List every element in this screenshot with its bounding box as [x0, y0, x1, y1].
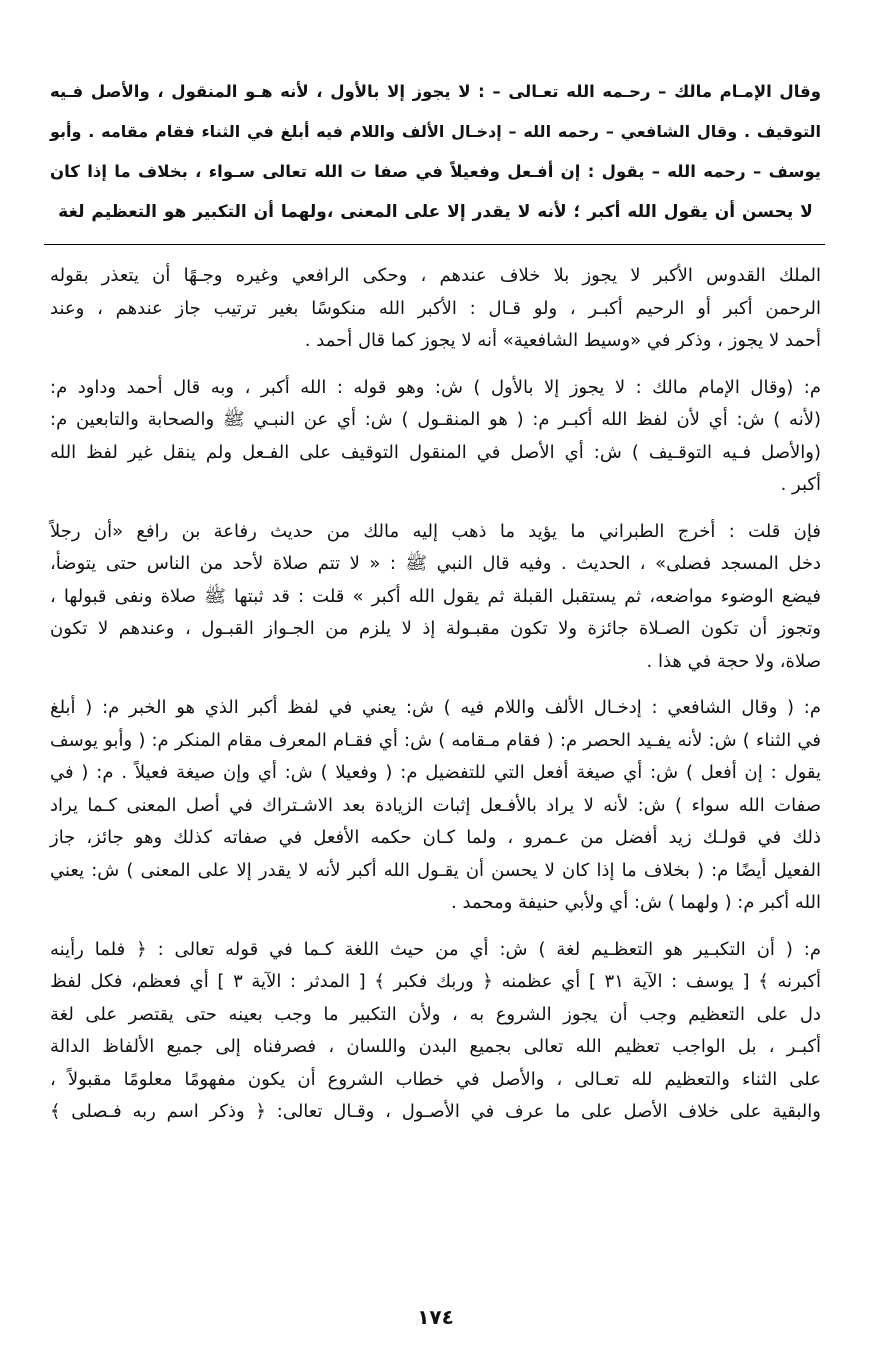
commentary-line: أكبر . [780, 474, 821, 495]
commentary-line: فإن قلت : أخرج الطبراني ما يؤيد ما ذهب إليه مالك من حديث رفاعة بن رافع «أن رجلاً [50, 520, 821, 542]
commentary-line: فيضع الوضوء مواضعه، ثم يستقبل القبلة ثم يقول الله أكبر » قلت : قد ثبتها ﷺ صلاة ونفى قبولها ، [50, 585, 821, 607]
commentary-paragraph [50, 516, 821, 679]
commentary-line: دخل المسجد فصلى» ، الحديث . وفيه قال النبي ﷺ : « لا تتم صلاة لأحد من الناس حتى يتوضأ، [50, 553, 821, 574]
commentary-paragraph [50, 372, 821, 502]
commentary-line: دل على التعظيم وجب أن يجوز الشروع به ، ولأن التكبير ما وجب بعينه حتى يقتصر على لغة [50, 1003, 821, 1025]
commentary-line: (لأنه ) ش: أي لأن لفظ الله أكبـر م: ( هو المنقـول ) ش: أي عن النبـي ﷺ والصحابة والتابعين م: [50, 409, 821, 430]
commentary-line: م: ( أن التكبـير هو التعظـيم لغة ) ش: أي من حيث اللغة كـما في قوله تعالى : ﴿ فلما رأينه [50, 938, 821, 960]
commentary-line: أحمد لا يجوز ، وذكر في «وسيط الشافعية» أنه لا يجوز كما قال أحمد . [304, 330, 821, 351]
commentary-line: م: (وقال الإمام مالك : لا يجوز إلا بالأول ) ش: وهو قوله : الله أكبر ، وبه قال أحمد وداود م: [50, 376, 821, 398]
separator-line [44, 244, 825, 245]
matn-text-block [50, 72, 821, 232]
commentary-line: على الثناء والتعظيم لله تعـالى ، والأصل في خطاب الشروع أن يكون مفهومًا معلومًا مقبولاً ، [50, 1068, 821, 1090]
book-page [50, 0, 821, 1367]
matn-line: لا يحسن أن يقول الله أكبر ؛ لأنه لا يقدر إلا على المعنى ،ولهما أن التكبير هو التعظيم لغة [58, 202, 813, 222]
commentary-line: (والأصل فـيه التوقـيف ) ش: أي الأصل في المنقول التوقيف على الفـعل ولم ينقل غير لفظ الله [50, 441, 821, 463]
matn-line: التوقيف . وقال الشافعي – رحمه الله – إدخـال الألف واللام فيه أبلغ في الثناء فقام مقامه . وأبو [50, 122, 821, 141]
commentary-paragraph [50, 934, 821, 1129]
commentary-paragraph [50, 260, 821, 358]
commentary-line: والبقية على خلاف الأصل على ما عرف في الأصـول ، وقـال تعالى: ﴿ وذكر اسم ربه فـصلى ﴾ [50, 1101, 821, 1122]
commentary-line: يقول : إن أفعل ) ش: أي صيغة أفعل التي للتفضيل م: ( وفعيلا ) ش: أي وإن صيغة فعيلاً . م: ( في [50, 762, 821, 783]
commentary-line: ذلك في قولـك زيد أفضل من عـمرو ، ولما كـان حكمه الأفعل في صفاته كذلك وهو جائز، جاز [50, 827, 821, 848]
commentary-line: وتجوز أن تكون الصـلاة جائزة ولا تكون مقبـولة إذ لا يلزم من الجـواز القبـول ، وعندهم لا تكون [50, 618, 821, 639]
commentary-line: الفعيل أيضًا م: ( بخلاف ما إذا كان لا يحسن أن يقـول الله أكبر لأنه لا يقدر إلا على المعنى ) ش: يعني [50, 859, 821, 881]
commentary-line: أكبـر ، بل الواجب تعظيم الله تعالى بجميع البدن واللسان ، فصرفناه إلى جميع الألفاظ الدالة [50, 1036, 821, 1057]
commentary-line: الملك القدوس الأكبر لا يجوز بلا خلاف عندهم ، وحكى الرافعي وغيره وجـهًا أن يتعذر بقوله [50, 265, 821, 286]
commentary-line: صفات الله سواء ) ش: لأنه لا يراد بالأفـعل إثبات الزيادة بعد الاشـتراك في أصل المعنى كـما يراد [50, 794, 821, 816]
commentary-text-block [50, 260, 821, 1143]
commentary-paragraph [50, 692, 821, 920]
commentary-line: الله أكبر م: ( ولهما ) ش: أي ولأبي حنيفة ومحمد . [451, 892, 821, 913]
commentary-line: م: ( وقال الشافعي : إدخـال الألف واللام فيه ) ش: يعني في لفظ أكبر الذي هو الخبر م: ( أبلغ [50, 697, 821, 718]
commentary-line: في الثناء ) ش: لأنه يفـيد الحصر م: ( فقام مـقامه ) ش: أي فقـام المعرف مقام المنكر م: ( وأبو يوسف [50, 729, 821, 751]
matn-line: يوسف – رحمه الله – يقول : إن أفـعل وفعيلاً في صفا ت الله تعالى سـواء ، بخلاف ما إذا كان [50, 162, 821, 181]
matn-line: وقال الإمـام مالك – رحـمه الله تعـالى – : لا يجوز إلا بالأول ، لأنه هـو المنقول ، والأصل فـيه [50, 82, 821, 101]
commentary-line: أكبرنه ﴾ [ يوسف : الآية ٣١ ] أي عظمنه ﴿ وربك فكبر ﴾ [ المدثر : الآية ٣ ] أي فعظم، فكل لفظ [50, 971, 821, 992]
commentary-line: الرحمن أكبر أو الرحيم أكبـر ، ولو قـال : الأكبر الله منكوسًا بغير ترتيب جاز عندهم ، وعند [50, 297, 821, 319]
page-number: ١٧٤ [417, 1305, 454, 1329]
commentary-line: صلاة، ولا حجة في هذا . [646, 650, 821, 672]
